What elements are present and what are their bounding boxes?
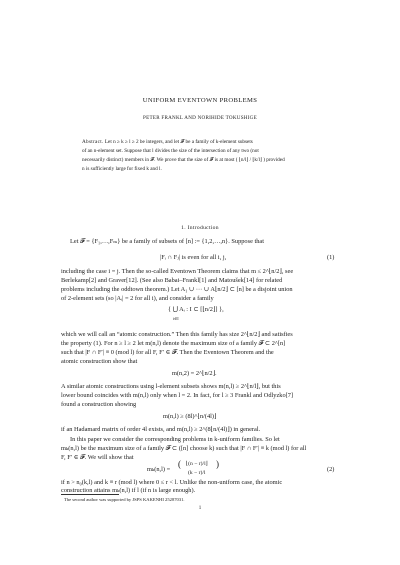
body-line: Let 𝓕 = {F₁,…,Fₘ} be a family of subsets of [n] := {1,2,…,n}. Suppose that (70, 238, 264, 245)
equation-4-lhs: mₖ(n,l) = (147, 466, 171, 473)
section-heading: 1. Introduction (181, 225, 219, 231)
equation-1: |Fᵢ ∩ Fⱼ| is even for all i, j, (160, 254, 227, 261)
body-line: if an Hadamard matrix of order 4l exists, and m(n,l) ≥ 2^(8⌊n/(4l)⌋) in general. (61, 426, 261, 433)
equation-4-right-paren: ) (216, 459, 219, 469)
equation-4-bottom: (k − r)/l (188, 470, 206, 476)
body-line: such that |F ∩ F′| ≡ 0 (mod l) for all F, F′ ∈ 𝓕. Then the Eventown Theorem and the (61, 349, 274, 356)
footnote: The second author was supported by JSPS KAKENHI 25287031. (64, 497, 185, 502)
body-line: A similar atomic constructions using l-element subsets shows m(n,l) ≥ 2^⌊n/l⌋, but this (61, 383, 281, 390)
abstract-line-4: n is sufficiently large for fixed k and l. (82, 166, 162, 172)
body-line: mₖ(n,l) be the maximum size of a family 𝓕 ⊂ ([n] choose k) such that |F ∩ F′| ≡ k (mod l) for all (61, 445, 307, 452)
abstract-heading: Abstract. (82, 139, 104, 145)
equation-4-top: ⌊(n − r)/l⌋ (186, 461, 208, 467)
paper-title: UNIFORM EVENTOWN PROBLEMS (142, 97, 258, 104)
body-line: found a construction showing (61, 401, 137, 408)
page-number: 1 (198, 506, 202, 511)
body-line: lower bound coincides with m(n,l) only when l = 2. In fact, for l ≥ 3 Frankl and Odlyzko[7] (61, 392, 294, 399)
abstract-line-1: Abstract. Let n ≥ k ≥ l ≥ 2 be integers, and let 𝓕 be a family of k-element subsets (82, 139, 253, 145)
body-line: which we will call an “atomic construction.” Then this family has size 2^⌊n/2⌋ and satisfies (61, 331, 293, 338)
paper-authors: PETER FRANKL AND NORIHIDE TOKUSHIGE (143, 115, 257, 121)
body-line: including the case i = j. Then the so-called Eventown Theorem claims that m ≤ 2^⌊n/2⌋, see (61, 268, 294, 275)
equation-family-subscript: i∈I (173, 316, 179, 321)
body-line: F, F′ ∈ 𝓕. We will show that (61, 454, 134, 461)
abstract-line-2: of an n-element set. Suppose that l divides the size of the intersection of any two (not (82, 148, 259, 154)
body-line: of 2-element sets (so |Aᵢ| = 2 for all i), and consider a family (61, 295, 214, 302)
equation-family: { ⋃ Aᵢ : I ⊂ [⌊n/2⌋] }, (168, 306, 224, 313)
abstract-line-3: necessarily distinct) members in 𝓕. We prove that the size of 𝓕 is at most ( ⌊n/l⌋ / ⌊k/l⌋ ) provided (82, 157, 285, 163)
footnote-rule (61, 494, 119, 495)
body-line: problems including the oddtown theorem.) Let A₁ ∪ ··· ∪ A⌊n/2⌋ ⊂ [n] be a disjoint union (61, 286, 293, 293)
equation-2: m(n,2) = 2^⌊n/2⌋. (172, 370, 217, 377)
equation-4-left-paren: ( (178, 459, 181, 469)
body-line: Berlekamp[2] and Graver[12]. (See also Babai–Frankl[1] and Matoušek[14] for related (61, 277, 283, 284)
body-line: atomic construction show that (61, 358, 138, 365)
body-line: if n > n₀(k,l) and k ≡ r (mod l) where 0 ≤ r < l. Unlike the non-uniform case, the atomic (61, 479, 283, 486)
body-line: construction attains mₖ(n,l) if l (if n is large enough). (61, 487, 196, 494)
equation-3: m(n,l) ≥ (8l)^⌊n/(4l)⌋ (163, 413, 217, 420)
body-line: In this paper we consider the corresponding problems in k-uniform families. So let (70, 436, 280, 443)
equation-number: (1) (327, 254, 335, 261)
body-line: the property (1). For n ≥ l ≥ 2 let m(n,l) denote the maximum size of a family 𝓕 ⊂ 2^[n] (61, 340, 286, 347)
equation-number: (2) (327, 466, 335, 473)
